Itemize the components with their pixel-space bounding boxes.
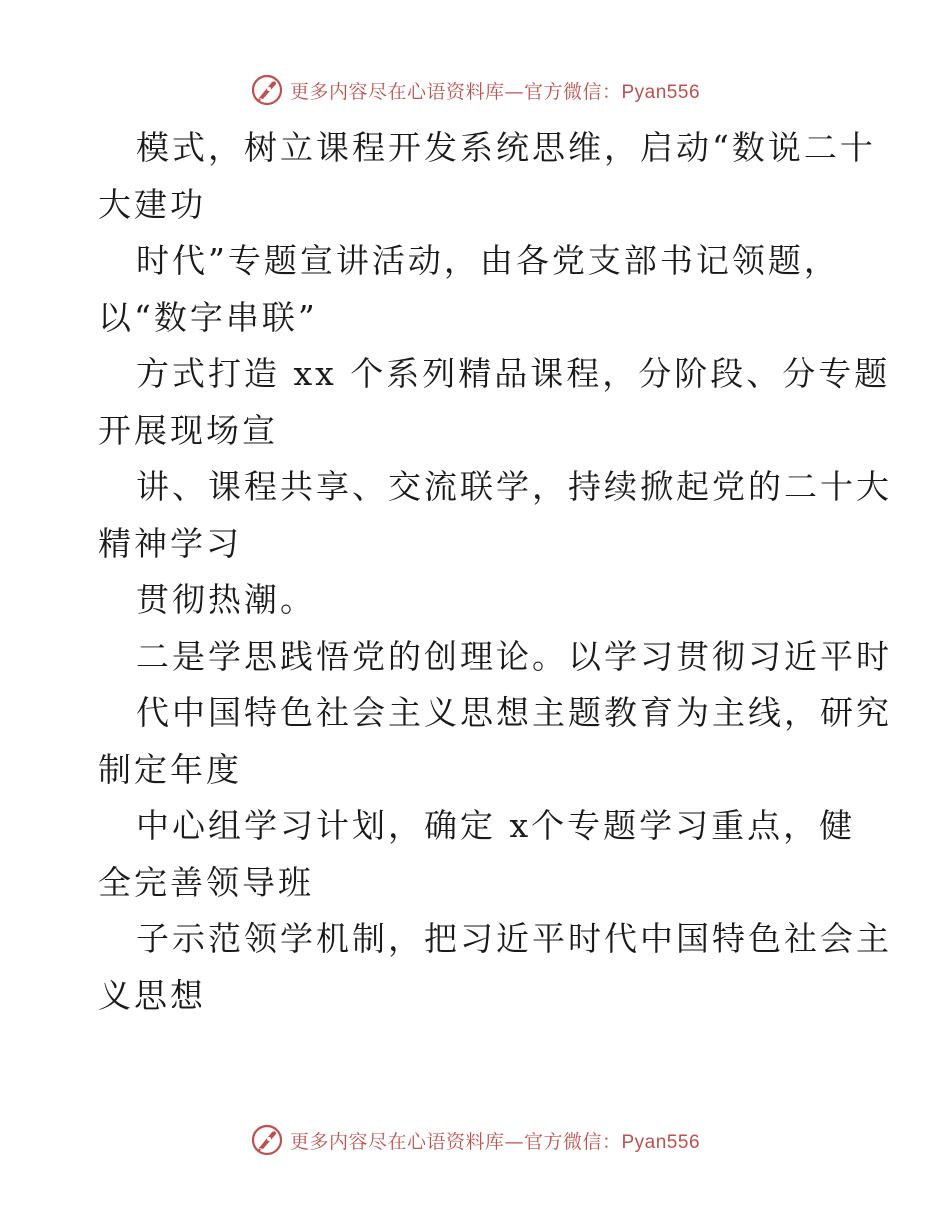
text-line: 子示范领学机制，把习近平时代中国特色社会主 bbox=[136, 919, 892, 958]
text-line: 模式，树立课程开发系统思维，启动“数说二十 bbox=[136, 128, 876, 167]
text-line: 代中国特色社会主义思想主题教育为主线，研究 bbox=[136, 693, 892, 732]
banner-main-text: 更多内容尽在心语资料库 bbox=[289, 1130, 505, 1153]
text-line: 全完善领导班 bbox=[98, 862, 314, 902]
text-line: 开展现场宣 bbox=[98, 410, 278, 450]
banner-wechat-id: Pyan556 bbox=[621, 81, 701, 103]
banner-text bbox=[290, 1127, 700, 1154]
quill-pen-logo-icon bbox=[250, 73, 284, 107]
text-line: 制定年度 bbox=[98, 749, 242, 789]
text-line: 二是学思践悟党的创理论。以学习贯彻习近平时 bbox=[136, 636, 892, 676]
header-banner bbox=[0, 70, 950, 110]
banner-separator: — bbox=[504, 80, 524, 103]
text-line: 义思想 bbox=[98, 975, 206, 1015]
banner-text bbox=[290, 77, 700, 104]
text-line: 中心组学习计划，确定 x个专题学习重点，健 bbox=[136, 806, 856, 845]
footer-banner bbox=[0, 1120, 950, 1160]
banner-wechat-label: 官方微信： bbox=[523, 1130, 622, 1153]
text-line: 时代”专题宣讲活动，由各党支部书记领题， bbox=[136, 241, 840, 280]
banner-wechat-label: 官方微信： bbox=[523, 80, 622, 103]
text-line: 以“数字串联” bbox=[98, 297, 318, 337]
text-line: 贯彻热潮。 bbox=[136, 580, 316, 619]
text-line: 精神学习 bbox=[98, 523, 242, 563]
banner-wechat-id: Pyan556 bbox=[621, 1131, 701, 1153]
quill-pen-logo-icon bbox=[250, 1123, 284, 1157]
document-body bbox=[98, 120, 892, 1024]
text-line: 方式打造 xx 个系列精品课程，分阶段、分专题 bbox=[136, 354, 891, 393]
banner-separator: — bbox=[504, 1130, 524, 1153]
text-line: 讲、课程共享、交流联学，持续掀起党的二十大 bbox=[136, 467, 892, 506]
text-line: 大建功 bbox=[98, 184, 206, 224]
banner-main-text: 更多内容尽在心语资料库 bbox=[289, 80, 505, 103]
